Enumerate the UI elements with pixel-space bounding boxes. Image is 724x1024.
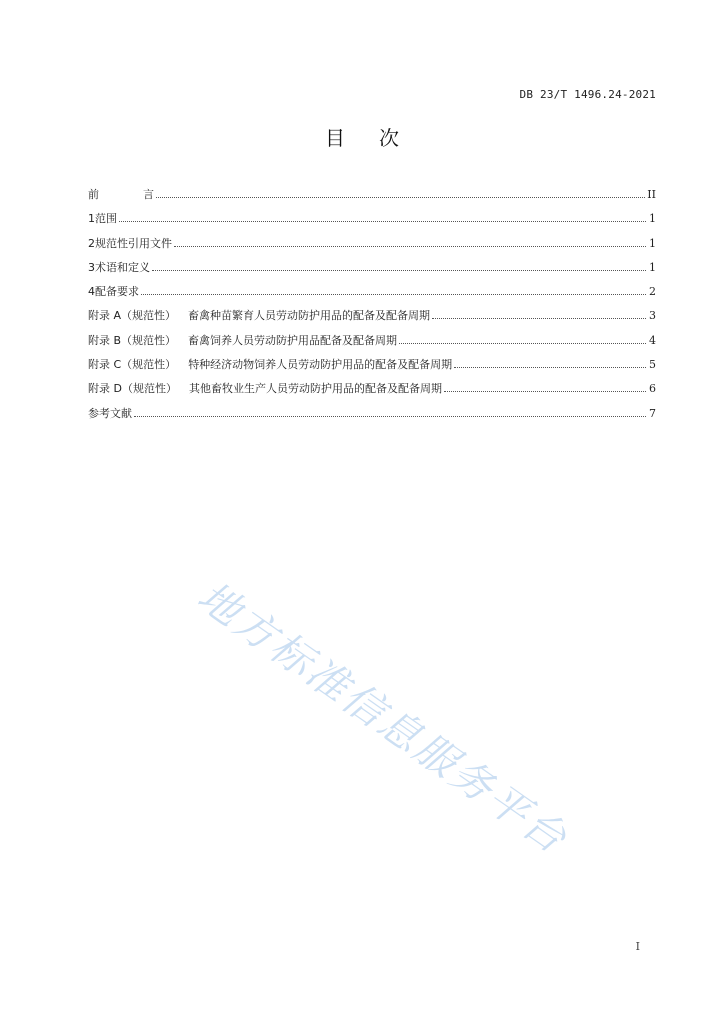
toc-page-number: 7 <box>649 406 656 420</box>
toc-entry-text: 特种经济动物饲养人员劳动防护用品的配备及配备周期 <box>188 358 453 372</box>
toc-entry-appendix-d[interactable] <box>88 380 656 404</box>
table-of-contents <box>88 186 656 429</box>
toc-entry-text: 术语和定义 <box>95 260 150 274</box>
toc-page-number: 5 <box>649 358 656 372</box>
toc-entry-label <box>88 356 452 372</box>
toc-entry-appendix-a[interactable] <box>88 307 656 331</box>
toc-entry-label <box>88 380 442 396</box>
toc-entry-prefix: 附录 B（规范性） <box>88 333 177 347</box>
dot-leader <box>454 366 646 368</box>
toc-entry-prefix: 附录 D（规范性） <box>88 382 177 396</box>
toc-entry-appendix-b[interactable] <box>88 332 656 356</box>
toc-page-number: 1 <box>649 212 656 226</box>
toc-entry-prefix: 附录 A（规范性） <box>88 309 177 323</box>
dot-leader <box>141 293 646 295</box>
toc-entry-prefix: 4 <box>88 285 95 299</box>
title-char-2: 次 <box>379 126 399 150</box>
toc-page-number: 1 <box>649 236 656 250</box>
toc-entry-label <box>88 405 132 421</box>
toc-entry-label <box>88 210 117 226</box>
toc-entry-scope[interactable] <box>88 210 656 234</box>
toc-entry-text: 参考文献 <box>88 406 132 420</box>
toc-entry-foreword[interactable] <box>88 186 656 210</box>
toc-entry-text: 规范性引用文件 <box>95 236 172 250</box>
dot-leader <box>174 245 646 247</box>
dot-leader <box>119 220 646 222</box>
toc-page-number: 2 <box>649 285 656 299</box>
dot-leader <box>156 196 645 198</box>
dot-leader <box>152 269 646 271</box>
toc-entry-label <box>88 332 397 348</box>
dot-leader <box>444 390 646 392</box>
toc-entry-label <box>88 186 154 202</box>
toc-entry-label <box>88 307 430 323</box>
watermark-text: 地方标准信息服务平台 <box>189 572 577 864</box>
dot-leader <box>432 317 646 319</box>
toc-page-number: 3 <box>649 309 656 323</box>
document-code: DB 23/T 1496.24-2021 <box>519 88 656 101</box>
toc-entry-requirements[interactable] <box>88 283 656 307</box>
toc-entry-text: 配备要求 <box>95 285 139 299</box>
toc-entry-text: 言 <box>143 188 154 201</box>
toc-page-number: 6 <box>649 382 656 396</box>
toc-entry-prefix: 前 <box>88 188 99 201</box>
toc-page-number: 4 <box>649 333 656 347</box>
footer-page-number: I <box>635 940 640 953</box>
toc-entry-bibliography[interactable] <box>88 405 656 429</box>
toc-entry-prefix: 2 <box>88 236 95 250</box>
toc-entry-text: 畜禽饲养人员劳动防护用品配备及配备周期 <box>188 333 398 347</box>
page-title <box>0 122 724 151</box>
toc-entry-label <box>88 283 139 299</box>
title-char-1: 目 <box>325 126 345 150</box>
toc-entry-normative-references[interactable] <box>88 235 656 259</box>
toc-entry-label <box>88 259 150 275</box>
dot-leader <box>134 415 646 417</box>
toc-page-number: 1 <box>649 260 656 274</box>
toc-page-number: II <box>647 188 656 201</box>
toc-entry-text: 范围 <box>95 212 117 226</box>
toc-entry-label <box>88 235 172 251</box>
toc-entry-text: 其他畜牧业生产人员劳动防护用品的配备及配备周期 <box>188 382 442 396</box>
dot-leader <box>399 342 646 344</box>
toc-entry-text: 畜禽种苗繁育人员劳动防护用品的配备及配备周期 <box>188 309 431 323</box>
toc-entry-prefix: 3 <box>88 260 95 274</box>
toc-entry-terms[interactable] <box>88 259 656 283</box>
toc-entry-prefix: 1 <box>88 212 95 226</box>
toc-entry-appendix-c[interactable] <box>88 356 656 380</box>
toc-entry-prefix: 附录 C（规范性） <box>88 358 177 372</box>
